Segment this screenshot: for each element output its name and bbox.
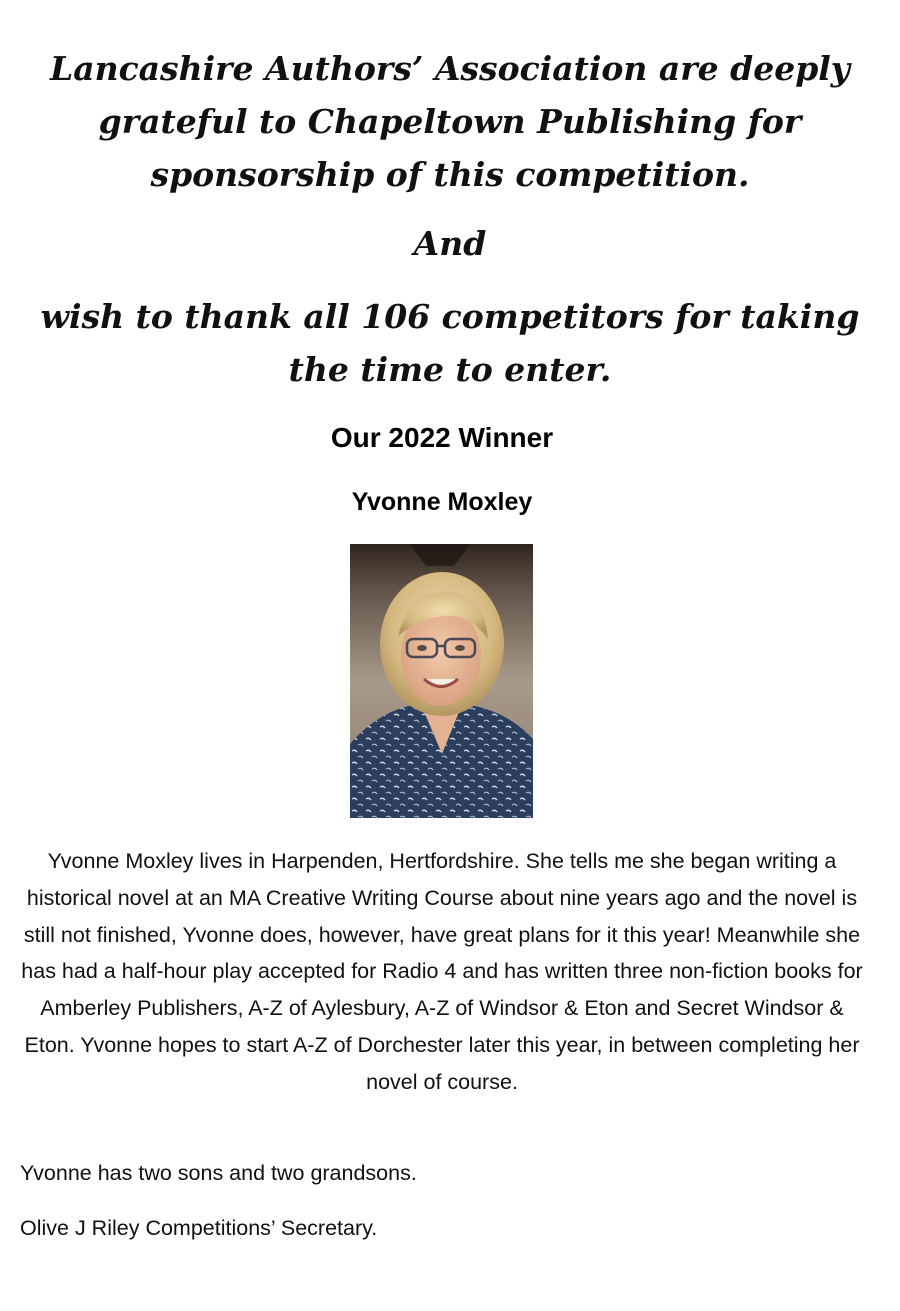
thanks-text: wish to thank all 106 competitors for taking the time to enter. (40, 297, 860, 389)
winner-heading: Our 2022 Winner (330, 422, 554, 453)
family-text: Yvonne has two sons and two grandsons. (20, 1161, 417, 1185)
signoff-text: Olive J Riley Competitions’ Secretary. (20, 1216, 378, 1240)
and-text: And (413, 224, 487, 263)
winner-portrait-image (350, 544, 533, 818)
intro-text: Lancashire Authors’ Association are deeply grateful to Chapeltown Publishing for sponsorship of this competition. (50, 49, 850, 194)
winner-photo (350, 544, 533, 818)
winner-bio: Yvonne Moxley lives in Harpenden, Hertfordshire. She tells me she began writing a historical novel at an MA Creative Writing Course about nine years ago and the novel is still not finished, Yvonne does, however, have great plans for it this year! Meanwhile she has had a half-hour play accepted for Radio 4 and has written three non-fiction books for Amberley Publishers, A-Z of Aylesbury, A-Z of Windsor & Eton and Secret Windsor & Eton. Yvonne hopes to start A-Z of Dorchester later this year, in between completing her novel of course. (21, 849, 863, 1094)
winner-name: Yvonne Moxley (351, 488, 533, 516)
